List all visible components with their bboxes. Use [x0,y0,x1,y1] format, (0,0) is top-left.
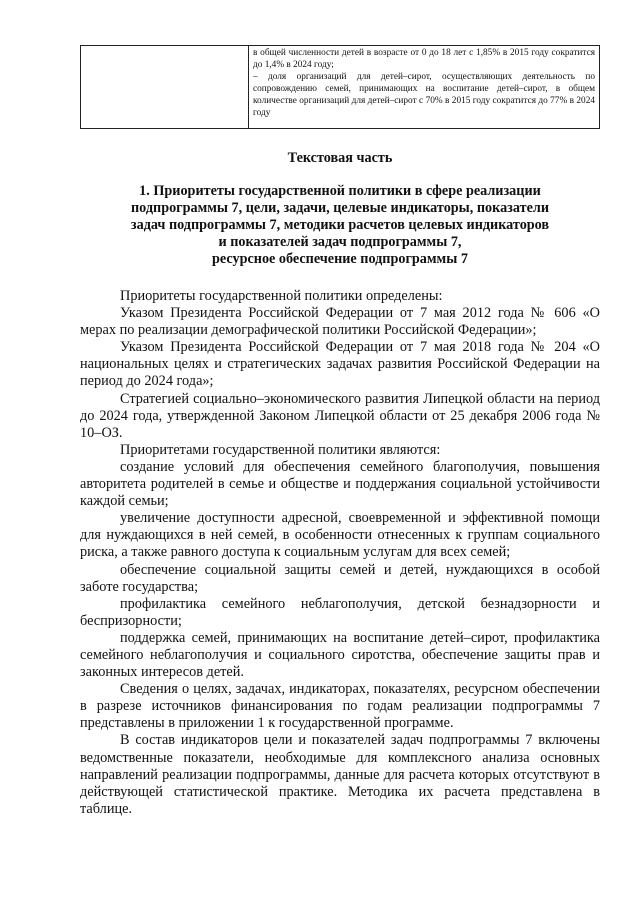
paragraph: Указом Президента Российской Федерации от 7 мая 2018 года № 204 «О национальных целях и стратегических задачах развития Российской Федерации на период до 2024 года»; [80,339,600,390]
paragraph: профилактика семейного неблагополучия, детской безнадзорности и беспризорности; [80,595,600,629]
table-cell-left [81,46,249,129]
paragraph: поддержка семей, принимающих на воспитание детей–сирот, профилактика семейного неблагополучия и социального сиротства, обеспечение защиты прав и законных интересов детей. [80,629,600,681]
paragraph: увеличение доступности адресной, своевременной и эффективной помощи для нуждающихся в ней семей, в особенности отнесенных к группам социального риска, а также равного доступа к социальным услугам для всех семей; [80,510,600,561]
indicator-text: – доля организаций для детей–сирот, осуществляющих деятельность по сопровождению семей, принимающих на воспитание детей–сирот, в общем количестве организаций для детей–сирот с 70% в 2015 году сократится до 77% в 2024 году [253,71,595,118]
section-title-line: 1. Приоритеты государственной политики в сфере реализации [139,183,541,199]
section-title-line: ресурсное обеспечение подпрограммы 7 [212,251,468,267]
paragraph: В состав индикаторов цели и показателей задач подпрограммы 7 включены ведомственные показатели, необходимые для комплексного анализа основных направлений реализации подпрограммы, данные для расчета которых отсутствуют в действующей статистической практике. Методика их расчета представлена в таблице. [80,732,600,817]
paragraph: Приоритетами государственной политики являются: [120,441,441,458]
continuation-table [80,45,600,129]
paragraph: Указом Президента Российской Федерации от 7 мая 2012 года № 606 «О мерах по реализации демографической политики Российской Федерации»; [80,305,600,339]
table-row [81,46,600,129]
table-cell-indicators [249,46,600,129]
paragraph: Приоритеты государственной политики определены: [120,288,443,304]
paragraph: обеспечение социальной защиты семей и детей, нуждающихся в особой заботе государства; [80,561,600,595]
indicator-text: в общей численности детей в возрасте от 0 до 18 лет с 1,85% в 2015 году сократится до 1,4% в 2024 году; [253,48,595,70]
section-title-line: и показателей задач подпрограммы 7, [218,234,462,250]
section-title-line: задач подпрограммы 7, методики расчетов целевых индикаторов [130,217,550,233]
body-text [80,288,600,818]
section-title-line: подпрограммы 7, цели, задачи, целевые индикаторы, показатели [130,200,549,216]
paragraph: Сведения о целях, задачах, индикаторах, показателях, ресурсном обеспечении в разрезе источников финансирования по годам реализации подпрограммы 7 представлены в приложении 1 к государственной программе. [80,681,600,732]
part-title: Текстовая часть [287,150,393,166]
paragraph: Стратегией социально–экономического развития Липецкой области на период до 2024 года, утвержденной Законом Липецкой области от 25 декабря 2006 года № 10–ОЗ. [80,390,600,441]
section-title [80,183,600,268]
paragraph: создание условий для обеспечения семейного благополучия, повышения авторитета родителей в семье и обществе и поддержания социальной устойчивости каждой семьи; [80,458,600,510]
